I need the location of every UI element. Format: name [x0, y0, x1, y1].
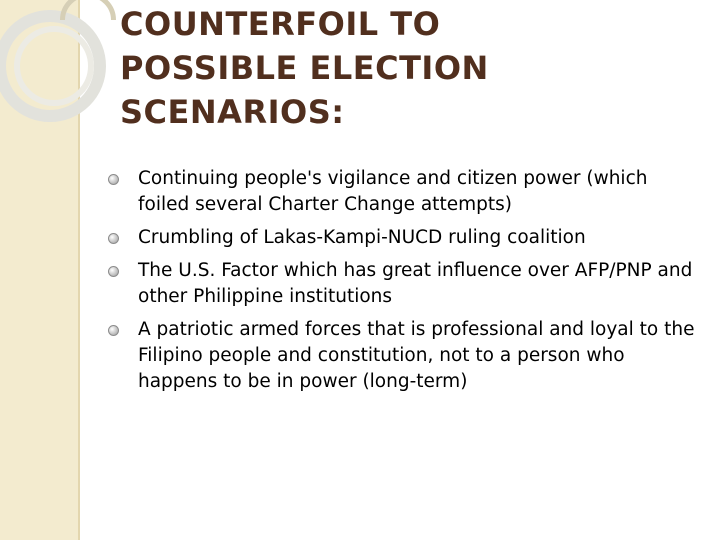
decorative-inner-circle	[14, 26, 94, 106]
title-line: POSSIBLE ELECTION	[120, 49, 489, 87]
slide-title	[120, 2, 680, 134]
bullet-item	[107, 166, 697, 218]
bullet-dot-icon	[108, 233, 119, 244]
bullet-text: Crumbling of Lakas-Kampi-NUCD ruling coalition	[138, 227, 586, 248]
bullet-list	[107, 166, 697, 402]
bullet-item	[107, 317, 697, 395]
title-line: COUNTERFOIL TO	[120, 5, 441, 43]
bullet-text: A patriotic armed forces that is professional and loyal to the Filipino people and constitution, not to a person who happens to be in power (long-term)	[138, 319, 695, 392]
bullet-item	[107, 225, 697, 251]
title-line: SCENARIOS:	[120, 93, 345, 131]
bullet-text: The U.S. Factor which has great influence over AFP/PNP and other Philippine institutions	[138, 260, 693, 307]
bullet-dot-icon	[108, 174, 119, 185]
bullet-dot-icon	[108, 266, 119, 277]
bullet-item	[107, 258, 697, 310]
bullet-dot-icon	[108, 325, 119, 336]
bullet-text: Continuing people's vigilance and citizen power (which foiled several Charter Change attempts)	[138, 168, 648, 215]
